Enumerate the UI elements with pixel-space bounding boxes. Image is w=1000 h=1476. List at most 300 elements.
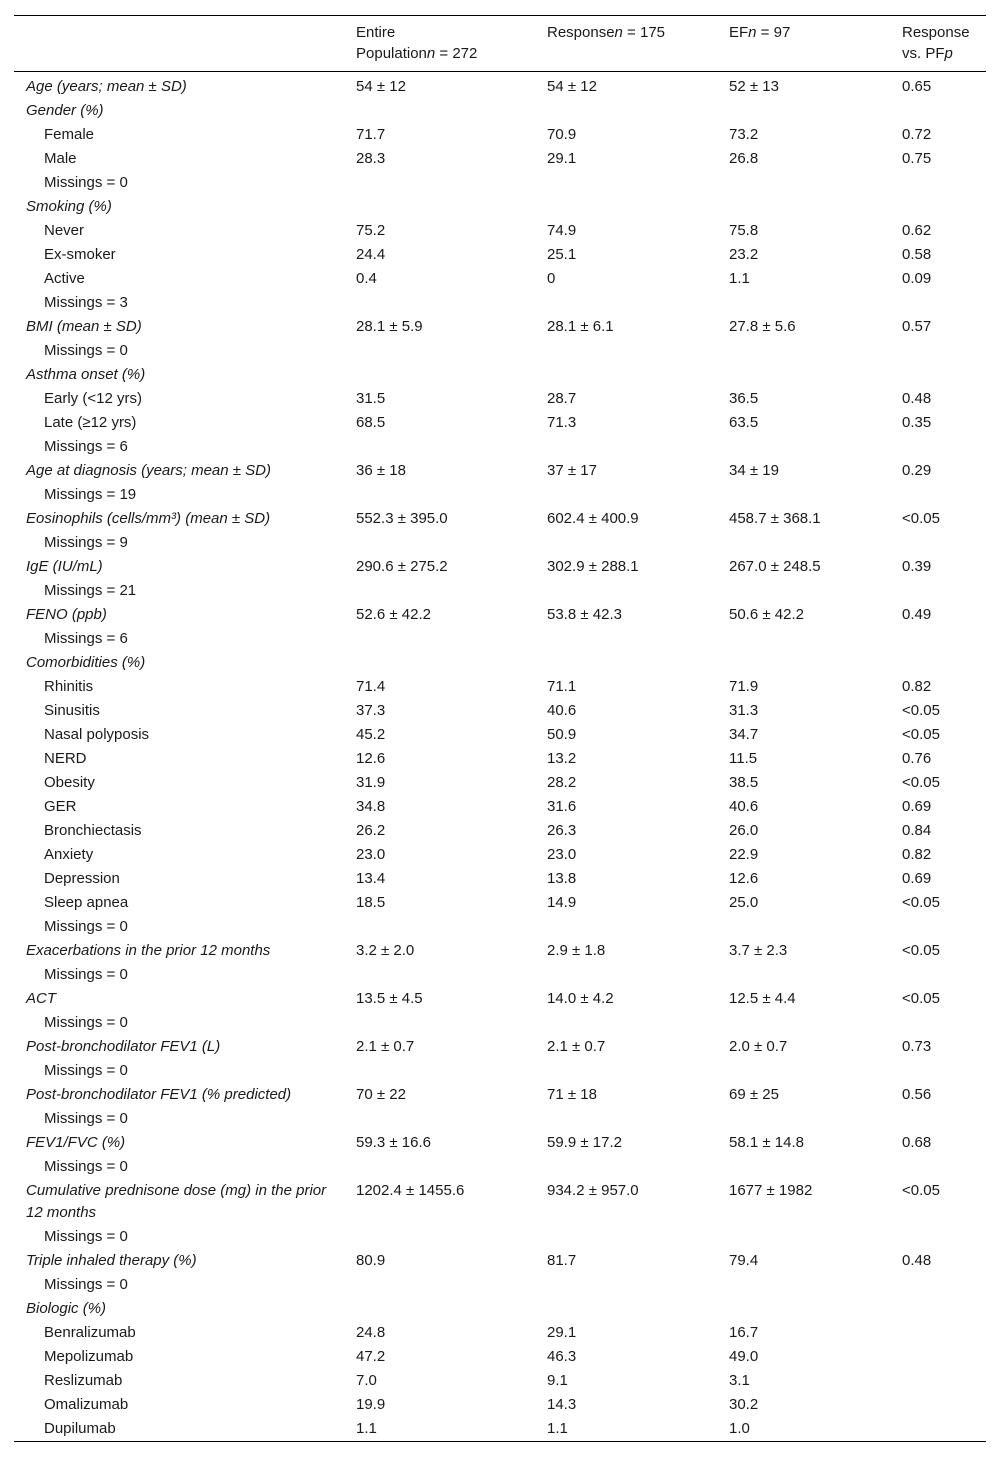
ef-value: 1677 ± 1982 [729,1182,813,1199]
row-label: Gender (%) [26,102,104,119]
entire-population-value: 45.2 [356,726,386,743]
ef-value: 11.5 [729,750,758,767]
entire-population-value: 7.0 [356,1372,377,1389]
entire-population-value: 290.6 ± 275.2 [356,558,448,575]
table-row [14,315,986,339]
p-value: <0.05 [902,702,940,719]
row-label: Asthma onset (%) [26,366,146,383]
ef-value: 1.0 [729,1420,750,1437]
header-entire-population: Entire Populationn = 272 [356,24,478,62]
table-row [14,1155,986,1179]
row-label: Sleep apnea [44,894,129,911]
entire-population-value: 28.3 [356,150,386,167]
table-row [14,891,986,915]
ef-value [719,99,892,123]
row-label: Bronchiectasis [44,822,142,839]
entire-population-value: 3.2 ± 2.0 [356,942,415,959]
ef-value [719,435,892,459]
p-value [892,579,986,603]
row-label: Biologic (%) [26,1300,107,1317]
row-label: Missings = 0 [44,1228,128,1245]
table-row [14,1107,986,1131]
response-value [537,1297,719,1321]
row-label: Missings = 0 [44,1062,128,1079]
response-value: 0 [547,270,556,287]
ef-value: 38.5 [729,774,759,791]
response-value [537,363,719,387]
p-value [892,1321,986,1345]
response-value: 26.3 [547,822,577,839]
response-value [537,1155,719,1179]
ef-value [719,579,892,603]
ef-value [719,1297,892,1321]
entire-population-value [346,363,537,387]
entire-population-value [346,579,537,603]
row-label: Active [44,270,85,287]
row-label: Omalizumab [44,1396,129,1413]
entire-population-value [346,1225,537,1249]
row-label: ACT [26,990,56,1007]
table-row [14,171,986,195]
header-p-value: Response vs. PFp [902,24,970,62]
row-label: Never [44,222,85,239]
row-label: Age (years; mean ± SD) [26,78,187,95]
p-value [892,1417,986,1442]
response-value: 302.9 ± 288.1 [547,558,639,575]
p-value [892,363,986,387]
entire-population-value [346,99,537,123]
p-value [892,915,986,939]
row-label: NERD [44,750,87,767]
row-label: Triple inhaled therapy (%) [26,1252,197,1269]
ef-value: 79.4 [729,1252,759,1269]
entire-population-value [346,171,537,195]
entire-population-value [346,339,537,363]
row-label: FEV1/FVC (%) [26,1134,126,1151]
entire-population-value [346,1155,537,1179]
p-value [892,627,986,651]
table-row [14,819,986,843]
table-row [14,459,986,483]
table-row [14,1297,986,1321]
entire-population-value: 70 ± 22 [356,1086,406,1103]
p-value: <0.05 [902,990,940,1007]
response-value [537,1273,719,1297]
table-row [14,531,986,555]
entire-population-value: 52.6 ± 42.2 [356,606,431,623]
response-value: 40.6 [547,702,577,719]
ef-value [719,171,892,195]
response-value [537,1059,719,1083]
ef-value: 69 ± 25 [729,1086,779,1103]
response-value: 14.0 ± 4.2 [547,990,614,1007]
p-value: 0.49 [902,606,932,623]
p-value: 0.29 [902,462,932,479]
row-label: Smoking (%) [26,198,112,215]
table-row [14,1321,986,1345]
p-value: <0.05 [902,774,940,791]
response-value: 71.1 [547,678,577,695]
table-row [14,723,986,747]
row-label: Missings = 3 [44,294,128,311]
table-row [14,1369,986,1393]
row-label: FENO (ppb) [26,606,107,623]
response-value: 31.6 [547,798,577,815]
entire-population-value [346,1059,537,1083]
table-row [14,219,986,243]
p-value [892,291,986,315]
ef-value: 3.1 [729,1372,750,1389]
entire-population-value: 68.5 [356,414,386,431]
table-row [14,72,986,100]
row-label: Missings = 0 [44,174,128,191]
ef-value [719,963,892,987]
p-value [892,171,986,195]
row-label: Missings = 0 [44,966,128,983]
p-value: 0.73 [902,1038,932,1055]
table-row [14,651,986,675]
p-value [892,483,986,507]
row-label: Age at diagnosis (years; mean ± SD) [26,462,272,479]
response-value: 70.9 [547,126,577,143]
p-value: 0.57 [902,318,932,335]
p-value [892,1059,986,1083]
table-body [14,72,986,1442]
header-response: Responsen = 175 [547,24,666,41]
p-value: 0.69 [902,798,932,815]
entire-population-value: 47.2 [356,1348,386,1365]
response-value: 28.7 [547,390,577,407]
table-row [14,1345,986,1369]
table-row [14,1131,986,1155]
entire-population-value [346,1011,537,1035]
response-value: 602.4 ± 400.9 [547,510,639,527]
row-label: Female [44,126,95,143]
row-label: BMI (mean ± SD) [26,318,142,335]
table-row [14,795,986,819]
response-value: 2.9 ± 1.8 [547,942,606,959]
table-row [14,747,986,771]
entire-population-value: 71.4 [356,678,386,695]
response-value: 71.3 [547,414,577,431]
table-row [14,771,986,795]
response-value [537,915,719,939]
p-value: 0.39 [902,558,932,575]
header-ef: EFn = 97 [729,24,791,41]
characteristics-table [14,15,986,1442]
row-label: Cumulative prednisone dose (mg) in the prior 12 months [26,1182,327,1221]
row-label: Late (≥12 yrs) [44,414,137,431]
p-value: 0.48 [902,1252,932,1269]
p-value: 0.56 [902,1086,932,1103]
ef-value: 3.7 ± 2.3 [729,942,788,959]
p-value: 0.09 [902,270,932,287]
p-value [892,1107,986,1131]
entire-population-value: 71.7 [356,126,386,143]
ef-value: 58.1 ± 14.8 [729,1134,804,1151]
row-label: Anxiety [44,846,94,863]
ef-value: 26.8 [729,150,759,167]
response-value: 14.3 [547,1396,577,1413]
row-label: Sinusitis [44,702,100,719]
row-label: Post-bronchodilator FEV1 (L) [26,1038,221,1055]
table-row [14,339,986,363]
entire-population-value [346,1107,537,1131]
row-label: Missings = 0 [44,1158,128,1175]
p-value: 0.35 [902,414,932,431]
p-value [892,1369,986,1393]
response-value [537,1107,719,1131]
row-label: Obesity [44,774,95,791]
response-value: 59.9 ± 17.2 [547,1134,622,1151]
response-value: 1.1 [547,1420,568,1437]
ef-value [719,1155,892,1179]
ef-value: 1.1 [729,270,750,287]
row-label: Eosinophils (cells/mm³) (mean ± SD) [26,510,271,527]
response-value: 54 ± 12 [547,78,597,95]
response-value: 14.9 [547,894,577,911]
ef-value [719,531,892,555]
entire-population-value: 13.4 [356,870,386,887]
ef-value [719,363,892,387]
entire-population-value: 26.2 [356,822,386,839]
ef-value: 26.0 [729,822,759,839]
p-value [892,1345,986,1369]
table-row [14,1249,986,1273]
p-value [892,195,986,219]
header-blank [14,16,346,72]
row-label: Benralizumab [44,1324,136,1341]
table-row [14,435,986,459]
table-row [14,987,986,1011]
response-value [537,579,719,603]
ef-value: 40.6 [729,798,759,815]
row-label: Comorbidities (%) [26,654,146,671]
row-label: Missings = 6 [44,630,128,647]
p-value: <0.05 [902,942,940,959]
ef-value: 34 ± 19 [729,462,779,479]
table-row [14,843,986,867]
response-value: 50.9 [547,726,577,743]
table-row [14,1011,986,1035]
entire-population-value [346,483,537,507]
ef-value [719,291,892,315]
ef-value [719,651,892,675]
p-value: 0.82 [902,678,932,695]
response-value: 2.1 ± 0.7 [547,1038,606,1055]
ef-value [719,627,892,651]
p-value [892,1225,986,1249]
entire-population-value [346,915,537,939]
entire-population-value: 18.5 [356,894,386,911]
response-value [537,531,719,555]
row-label: Male [44,150,77,167]
response-value: 74.9 [547,222,577,239]
entire-population-value: 28.1 ± 5.9 [356,318,423,335]
entire-population-value: 34.8 [356,798,386,815]
p-value [892,1273,986,1297]
p-value [892,1155,986,1179]
response-value [537,483,719,507]
entire-population-value [346,291,537,315]
table-row [14,1083,986,1107]
row-label: Early (<12 yrs) [44,390,142,407]
entire-population-value [346,627,537,651]
entire-population-value: 1202.4 ± 1455.6 [356,1182,465,1199]
p-value [892,99,986,123]
entire-population-value [346,1273,537,1297]
ef-value [719,195,892,219]
table-row [14,675,986,699]
p-value: <0.05 [902,894,940,911]
entire-population-value: 75.2 [356,222,386,239]
entire-population-value: 552.3 ± 395.0 [356,510,448,527]
response-value: 71 ± 18 [547,1086,597,1103]
ef-value: 52 ± 13 [729,78,779,95]
row-label: Rhinitis [44,678,94,695]
p-value [892,1011,986,1035]
p-value: 0.58 [902,246,932,263]
ef-value [719,915,892,939]
row-label: Missings = 9 [44,534,128,551]
entire-population-value [346,1297,537,1321]
table-row [14,579,986,603]
row-label: GER [44,798,77,815]
row-label: Missings = 6 [44,438,128,455]
table-row [14,147,986,171]
ef-value: 23.2 [729,246,759,263]
table-row [14,627,986,651]
ef-value: 73.2 [729,126,759,143]
p-value: 0.76 [902,750,932,767]
response-value: 29.1 [547,150,577,167]
ef-value: 36.5 [729,390,759,407]
ef-value [719,339,892,363]
p-value: 0.82 [902,846,932,863]
entire-population-value: 23.0 [356,846,386,863]
response-value: 13.8 [547,870,577,887]
table-row [14,1179,986,1225]
ef-value: 63.5 [729,414,759,431]
entire-population-value: 54 ± 12 [356,78,406,95]
p-value [892,339,986,363]
ef-value: 458.7 ± 368.1 [729,510,821,527]
entire-population-value: 1.1 [356,1420,377,1437]
table-row [14,555,986,579]
row-label: Missings = 19 [44,486,137,503]
p-value: 0.48 [902,390,932,407]
row-label: Missings = 0 [44,342,128,359]
table-row [14,291,986,315]
entire-population-value: 13.5 ± 4.5 [356,990,423,1007]
ef-value: 75.8 [729,222,759,239]
table-row [14,1417,986,1442]
response-value [537,435,719,459]
response-value: 13.2 [547,750,577,767]
ef-value: 49.0 [729,1348,759,1365]
response-value [537,1225,719,1249]
header-row [14,16,986,72]
response-value: 934.2 ± 957.0 [547,1182,639,1199]
response-value: 37 ± 17 [547,462,597,479]
row-label: Depression [44,870,120,887]
table-row [14,867,986,891]
ef-value [719,1011,892,1035]
row-label: Nasal polyposis [44,726,150,743]
entire-population-value [346,963,537,987]
p-value: 0.62 [902,222,932,239]
table-row [14,411,986,435]
ef-value [719,1225,892,1249]
entire-population-value [346,651,537,675]
entire-population-value: 37.3 [356,702,386,719]
ef-value [719,1107,892,1131]
response-value [537,339,719,363]
table-row [14,387,986,411]
ef-value: 2.0 ± 0.7 [729,1038,788,1055]
ef-value [719,483,892,507]
row-label: Post-bronchodilator FEV1 (% predicted) [26,1086,292,1103]
entire-population-value: 24.4 [356,246,386,263]
table-row [14,603,986,627]
response-value [537,963,719,987]
table-row [14,915,986,939]
p-value: <0.05 [902,510,940,527]
table-row [14,243,986,267]
table-row [14,195,986,219]
row-label: Missings = 0 [44,1014,128,1031]
table-row [14,1035,986,1059]
entire-population-value [346,435,537,459]
ef-value: 30.2 [729,1396,759,1413]
response-value [537,171,719,195]
p-value [892,435,986,459]
entire-population-value: 2.1 ± 0.7 [356,1038,415,1055]
p-value: <0.05 [902,726,940,743]
p-value: 0.68 [902,1134,932,1151]
table-row [14,363,986,387]
response-value [537,195,719,219]
entire-population-value: 80.9 [356,1252,386,1269]
p-value: 0.69 [902,870,932,887]
p-value [892,963,986,987]
entire-population-value: 24.8 [356,1324,386,1341]
table-row [14,507,986,531]
table-row [14,483,986,507]
p-value: 0.72 [902,126,932,143]
response-value [537,99,719,123]
ef-value: 31.3 [729,702,759,719]
p-value: 0.65 [902,78,932,95]
table-row [14,963,986,987]
ef-value [719,1273,892,1297]
table-row [14,1225,986,1249]
ef-value: 267.0 ± 248.5 [729,558,821,575]
p-value: <0.05 [902,1182,940,1199]
response-value: 23.0 [547,846,577,863]
row-label: Missings = 21 [44,582,137,599]
table-row [14,699,986,723]
ef-value [719,1059,892,1083]
response-value: 53.8 ± 42.3 [547,606,622,623]
p-value: 0.84 [902,822,932,839]
response-value [537,291,719,315]
table-row [14,123,986,147]
entire-population-value: 0.4 [356,270,377,287]
response-value [537,651,719,675]
entire-population-value: 31.9 [356,774,386,791]
ef-value: 12.6 [729,870,759,887]
